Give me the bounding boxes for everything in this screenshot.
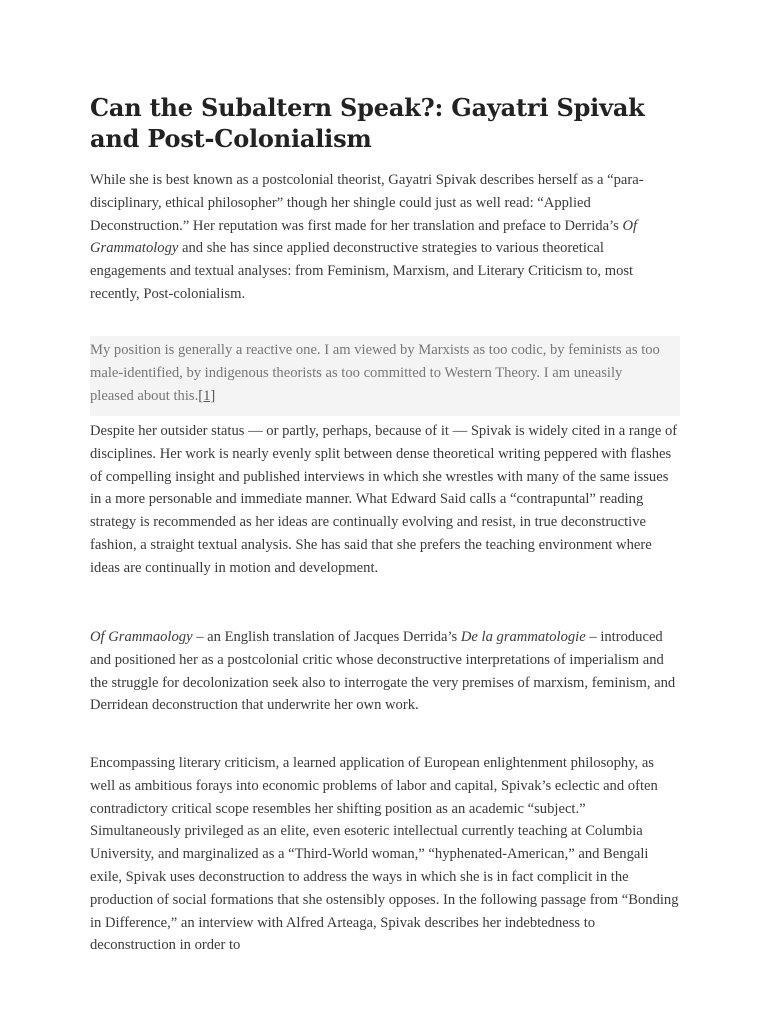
scope-paragraph: Encompassing literary criticism, a learned application of European enlightenment philosophy, as well as ambitious forays into economic problems of labor and capital, Spivak’s eclectic and often contradictory critical scope resembles her shifting position as an academic “subject.” Simultaneously privileged as an elite, even esoteric intellectual currently teaching at Columbia University, and marginalized as a “Third-World woman,” “hyphenated-American,” and Bengali exile, Spivak uses deconstruction to address the ways in which she is in fact complicit in the production of social formations that she ostensibly opposes. In the following passage from “Bonding in Difference,” an interview with Alfred Arteaga, Spivak describes her indebtedness to deconstruction in order to — [90, 755, 679, 954]
footnote-link[interactable]: [1] — [198, 387, 216, 404]
article-title: Can the Subaltern Speak?: Gayatri Spivak and Post-Colonialism — [90, 93, 645, 153]
intro-paragraph — [90, 169, 680, 306]
outsider-paragraph: Despite her outsider status — or partly, perhaps, because of it — Spivak is widely cited in a range of disciplines. Her work is nearly evenly split between dense theoretical writing peppered with flashes of compelling insight and published interviews in which she wrestles with many of the same issues in a more personable and immediate manner. What Edward Said calls a “contrapuntal” reading strategy is recommended as her ideas are continually evolving and resist, in true deconstructive fashion, a straight textual analysis. She has said that she prefers the teaching environment where ideas are continually in motion and development. — [90, 423, 678, 576]
book-title-of-grammatology: Of Grammatology — [90, 217, 638, 257]
intro-text-a: While she is best known as a postcolonial theorist, Gayatri Spivak describes herself as a “para-disciplinary, ethical philosopher” though her shingle could just as well read: “Applied Deconstruction.” Her reputation was first made for her translation and preface to Derrida’s — [90, 172, 644, 234]
blockquote — [90, 336, 680, 416]
quote-text: My position is generally a reactive one. I am viewed by Marxists as too codic, by feminists as too male-identified, by indigenous theorists as too committed to Western Theory. I am uneasily pleased about this. — [90, 342, 660, 404]
intro-text-b: and she has since applied deconstructive strategies to various theoretical engagements and textual analyses: from Feminism, Marxism, and Literary Criticism to, most recently, Post-colonialism. — [90, 240, 634, 302]
book-title-of-grammaology: Of Grammaology — [90, 629, 193, 645]
grammatology-text-b: – introduced and positioned her as a postcolonial critic whose deconstructive interpretations of imperialism and the struggle for decolonization seek also to interrogate the very premises of marxism, feminism, and Derridean deconstruction that underwrite her own work. — [90, 629, 676, 714]
book-title-de-la-grammatologie: De la grammatologie — [460, 629, 586, 645]
grammatology-paragraph — [90, 626, 680, 717]
quote-paragraph — [90, 339, 665, 407]
grammatology-text-a: – an English translation of Jacques Derrida’s — [192, 629, 461, 645]
